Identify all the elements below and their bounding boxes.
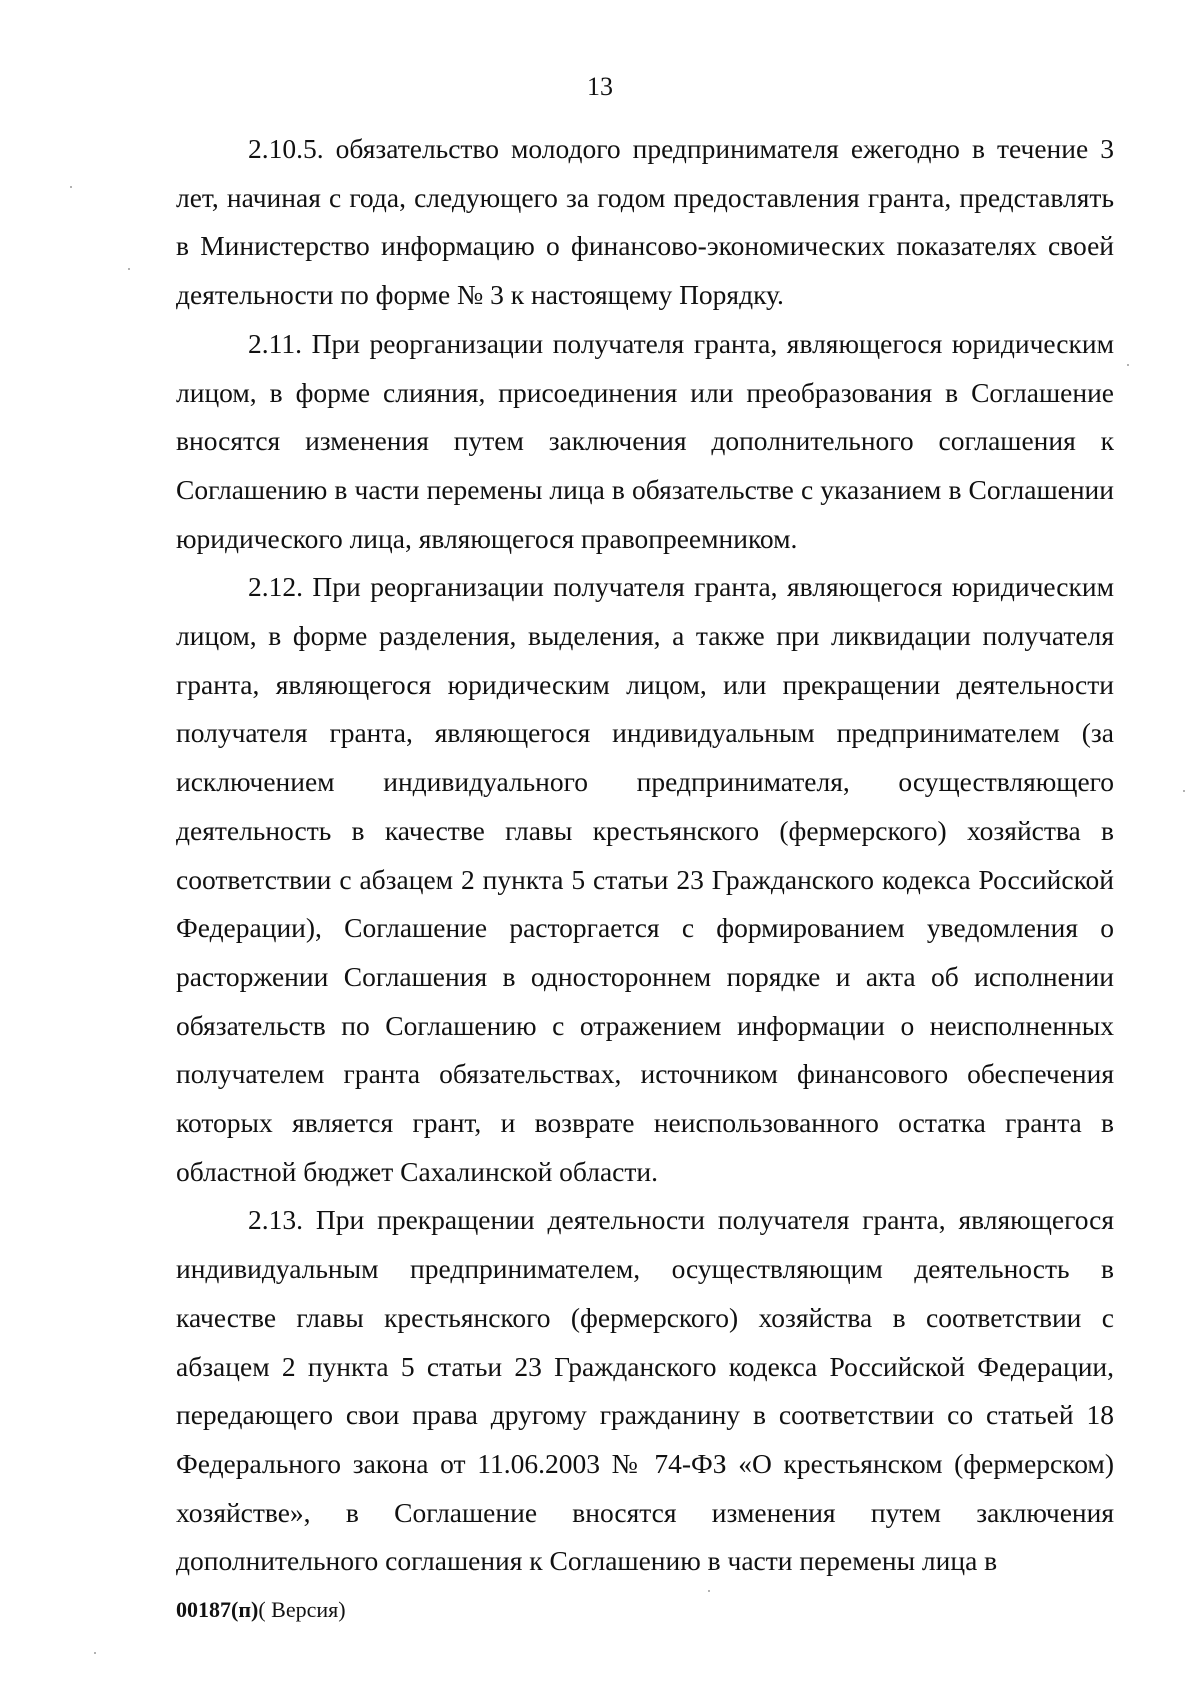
paragraph-2-12: 2.12. При реорганизации получателя гранта, являющегося юридическим лицом, в форме разделения, выделения, а также при ликвидации получателя гранта, являющегося юридическим лицом, или прекращении деятельности получателя гранта, являющегося индивидуальным предпринимателем (за исключением индивидуального предпринимателя, осуществляющего деятельность в качестве главы крестьянского (фермерского) хозяйства в соответствии с абзацем 2 пункта 5 статьи 23 Гражданского кодекса Российской Федерации), Соглашение расторгается с формированием уведомления о расторжении Соглашения в одностороннем порядке и акта об исполнении обязательств по Соглашению с отражением информации о неисполненных получателем гранта обязательствах, источником финансового обеспечения которых является грант, и возврате неиспользованного остатка гранта в областной бюджет Сахалинской области. — [176, 571, 1114, 1187]
document-body — [176, 125, 1114, 1586]
page-number: 13 — [587, 72, 613, 101]
paragraph-2-13: 2.13. При прекращении деятельности получателя гранта, являющегося индивидуальным предпринимателем, осуществляющим деятельность в качестве главы крестьянского (фермерского) хозяйства в соответствии с абзацем 2 пункта 5 статьи 23 Гражданского кодекса Российской Федерации, передающего свои права другому гражданину в соответствии со статьей 18 Федерального закона от 11.06.2003 № 74-ФЗ «О крестьянском (фермерском) хозяйстве», в Соглашение вносятся изменения путем заключения дополнительного соглашения к Соглашению в части перемены лица в — [176, 1204, 1114, 1577]
paragraph-2-10-5: 2.10.5. обязательство молодого предпринимателя ежегодно в течение 3 лет, начиная с года, следующего за годом предоставления гранта, представлять в Министерство информацию о финансово-экономических показателях своей деятельности по форме № 3 к настоящему Порядку. — [176, 133, 1114, 311]
version-label: ( Версия) — [258, 1597, 346, 1622]
document-code: 00187(п) — [176, 1597, 259, 1622]
document-footer — [176, 1596, 346, 1624]
scan-speck — [708, 1590, 710, 1592]
scan-speck — [94, 1652, 96, 1654]
scan-speck — [1127, 364, 1129, 366]
scan-speck — [70, 186, 72, 188]
scan-speck — [128, 268, 130, 270]
paragraph-2-11: 2.11. При реорганизации получателя гранта, являющегося юридическим лицом, в форме слияния, присоединения или преобразования в Соглашение вносятся изменения путем заключения дополнительного соглашения к Соглашению в части перемены лица в обязательстве с указанием в Соглашении юридического лица, являющегося правопреемником. — [176, 327, 1114, 554]
scan-speck — [1183, 790, 1185, 792]
